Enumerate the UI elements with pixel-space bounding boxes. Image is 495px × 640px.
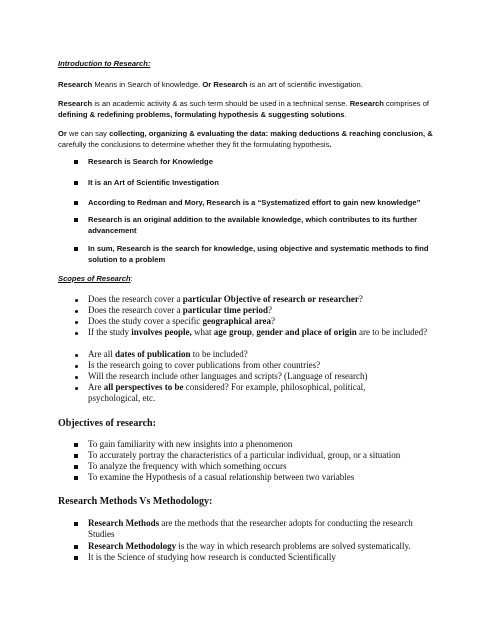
text-run: ? (358, 294, 363, 304)
list-item (88, 316, 448, 327)
text-run: are to be included? (356, 327, 428, 337)
square-bullet-icon (74, 247, 78, 251)
square-bullet-icon (74, 443, 78, 447)
intro-paragraph-2 (58, 98, 443, 120)
bullet-dot-icon (75, 387, 78, 390)
list-item: To analyze the frequency with which something occurs (88, 461, 287, 471)
list-item: It is an Art of Scientific Investigation (88, 178, 219, 187)
bold-text-run: Research (349, 99, 384, 108)
text-run: considered? For example, philosophical, political, psychological, etc. (88, 382, 366, 403)
list-item: According to Redman and Mory, Research is a “Systematized effort to gain new knowledge” (88, 198, 421, 207)
text-run: Does the research cover a (88, 294, 183, 304)
text-run: Does the research cover a (88, 305, 183, 315)
text-run: If the study (88, 327, 132, 337)
bold-text-run: Or Research (202, 80, 248, 89)
list-item (88, 294, 448, 305)
list-item (88, 518, 418, 540)
bold-text-run: . (329, 140, 332, 149)
square-bullet-icon (74, 545, 78, 549)
text-run: comprises of (383, 99, 430, 108)
text-run: , (251, 327, 257, 337)
methods-heading: Research Methods Vs Methodology: (58, 496, 213, 507)
text-run: is an art of scientific investigation. (247, 80, 363, 89)
list-item (88, 552, 448, 563)
text-run: Is the research going to cover publications from other countries? (88, 360, 321, 370)
bold-text-run: Or (58, 129, 67, 138)
square-bullet-icon (74, 218, 78, 222)
text-run: Are (88, 382, 104, 392)
list-item (88, 327, 448, 338)
list-item (88, 360, 448, 371)
text-run: is an academic activity & as such term should be used in a technical sense. (92, 99, 350, 108)
list-item: Research is an original addition to the available knowledge, which contributes to its further advancement (88, 215, 418, 235)
bullet-dot-icon (75, 299, 78, 302)
text-run: Are all (88, 349, 115, 359)
intro-paragraph-1 (58, 79, 443, 90)
text-run: . (344, 110, 347, 119)
bullet-dot-icon (75, 376, 78, 379)
text-run: Does the study cover a specific (88, 316, 203, 326)
objectives-heading: Objectives of research: (58, 418, 156, 429)
square-bullet-icon (74, 522, 78, 526)
bullet-dot-icon (75, 321, 78, 324)
list-item (88, 541, 448, 552)
text-run: we can say (66, 129, 110, 138)
list-item: To accurately portray the characteristics of a particular individual, group, or a situation (88, 450, 401, 460)
bold-text-run: all perspectives to be (103, 382, 184, 392)
square-bullet-icon (74, 160, 78, 164)
list-item: To gain familiarity with new insights into a phenomenon (88, 439, 293, 449)
square-bullet-icon (74, 201, 78, 205)
square-bullet-icon (74, 454, 78, 458)
bold-text-run: involves people, (131, 327, 192, 337)
text-run: are the methods that the researcher adopts for conducting the research Studies (88, 518, 413, 539)
intro-heading: Introduction to Research: (58, 59, 151, 68)
bold-text-run: age group (213, 327, 252, 337)
text-run: ? (268, 305, 273, 315)
text-run: Will the research include other languages and scripts? (Language of research) (88, 371, 368, 381)
list-item (88, 349, 448, 360)
bold-text-run: dates of publication (115, 349, 191, 359)
bullet-dot-icon (75, 365, 78, 368)
list-item: In sum, Research is the search for knowledge, using objective and systematic methods to find solution to a problem (88, 244, 429, 264)
bold-text-run: defining & redefining problems, formulating hypothesis & suggesting solutions (58, 110, 345, 119)
intro-paragraph-3 (58, 128, 443, 150)
list-item: Research is Search for Knowledge (88, 157, 213, 166)
square-bullet-icon (74, 181, 78, 185)
list-item (88, 305, 448, 316)
text-run: carefully the conclusions to determine whether they fit the formulating hypothesis (58, 140, 330, 149)
bold-text-run: Research (58, 80, 93, 89)
bold-text-run: particular Objective of research or researcher (182, 294, 359, 304)
bold-text-run: Research Methodology (88, 541, 177, 551)
bold-text-run: Research Methods (88, 518, 160, 528)
text-run: what (191, 327, 214, 337)
text-run: ? (271, 316, 276, 326)
bullet-dot-icon (75, 310, 78, 313)
bold-text-run: gender and place of origin (256, 327, 357, 337)
list-item: To examine the Hypothesis of a casual relationship between two variables (88, 472, 355, 482)
text-run: to be included? (190, 349, 248, 359)
text-run: is the way in which research problems are solved systematically. (176, 541, 411, 551)
list-item (88, 371, 448, 382)
text-run: Means in Search of knowledge. (92, 80, 203, 89)
bold-text-run: particular time period (182, 305, 269, 315)
scopes-heading: Scopes of Research: (58, 274, 133, 283)
square-bullet-icon (74, 465, 78, 469)
bullet-dot-icon (75, 354, 78, 357)
text-run: It is the Science of studying how research is conducted Scientifically (88, 552, 336, 562)
bullet-dot-icon (75, 332, 78, 335)
square-bullet-icon (74, 476, 78, 480)
list-item (88, 382, 393, 404)
bold-text-run: collecting, organizing & evaluating the data: making deductions & reaching conclusion, & (109, 129, 433, 138)
bold-text-run: Research (58, 99, 93, 108)
bold-text-run: geographical area (202, 316, 272, 326)
square-bullet-icon (74, 556, 78, 560)
